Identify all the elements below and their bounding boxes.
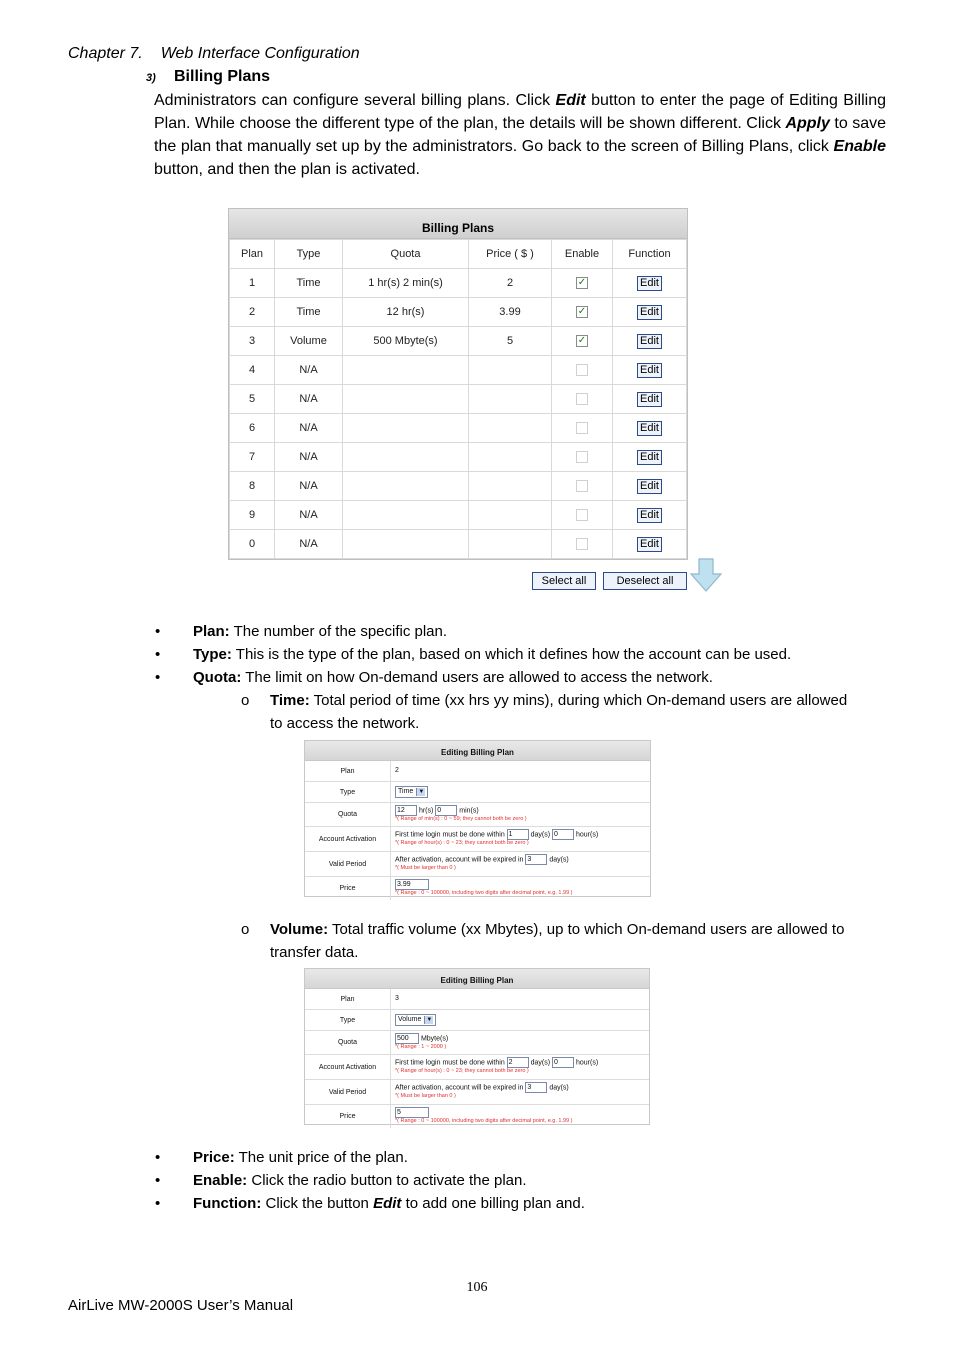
form-title: Editing Billing Plan xyxy=(305,741,650,761)
footer-manual-title: AirLive MW-2000S User’s Manual xyxy=(68,1297,294,1314)
cell-plan: 5 xyxy=(230,385,275,414)
edit-button[interactable]: Edit xyxy=(637,479,662,494)
list-item: • Type: This is the type of the plan, based on which it defines how the account can be used. xyxy=(155,646,792,663)
valid-period-label: Valid Period xyxy=(305,852,391,876)
editing-billing-plan-time xyxy=(304,740,651,897)
activation-hours-input[interactable]: 0 xyxy=(552,829,574,840)
quota-note: *( Range of min(s) : 0 ~ 59; they cannot both be zero ) xyxy=(395,816,527,822)
chapter-title: Web Interface Configuration xyxy=(160,45,360,62)
edit-button[interactable]: Edit xyxy=(637,537,662,552)
intro-text: to save the plan that manually set up by the administrators. Go back to the screen of Billing Plans, click xyxy=(154,115,887,155)
plan-label: Plan xyxy=(305,761,391,781)
billing-plans-table xyxy=(228,208,688,560)
chevron-down-icon: ▼ xyxy=(416,788,425,796)
valid-period-text: After activation, account will be expired in xyxy=(395,856,524,864)
quota-label: Quota xyxy=(305,803,391,826)
price-input[interactable]: 3.99 xyxy=(395,879,429,890)
cell-price: 3.99 xyxy=(469,298,552,327)
bullet-list-1 xyxy=(155,620,895,690)
sub-bullet-marker: o xyxy=(241,921,250,938)
cell-plan: 7 xyxy=(230,443,275,472)
col-function: Function xyxy=(613,240,687,269)
unit-label: day(s) xyxy=(530,831,551,839)
price-note: *( Range : 0 ~ 100000, including two digits after decimal point, e.g. 1.99 ) xyxy=(395,890,573,896)
cell-function xyxy=(613,356,687,385)
cell-price: 5 xyxy=(469,327,552,356)
cell-plan: 6 xyxy=(230,414,275,443)
section-number: 3) xyxy=(146,72,156,84)
cell-enable xyxy=(552,327,613,356)
unit-label: hour(s) xyxy=(575,831,599,839)
type-label: Type xyxy=(305,1010,391,1030)
list-item: • Enable: Click the radio button to activate the plan. xyxy=(155,1172,527,1189)
cell-enable xyxy=(552,385,613,414)
cell-enable xyxy=(552,530,613,559)
cell-enable xyxy=(552,472,613,501)
quota-hours-input[interactable]: 12 xyxy=(395,805,417,816)
table-row xyxy=(230,501,687,530)
cell-type: Time xyxy=(275,269,343,298)
price-note: *( Range : 0 ~ 100000, including two digits after decimal point, e.g. 1.99 ) xyxy=(395,1118,573,1124)
cell-type: N/A xyxy=(275,472,343,501)
quota-mbytes-input[interactable]: 500 xyxy=(395,1033,419,1044)
definition: to add one billing plan and. xyxy=(401,1195,585,1212)
deselect-all-button[interactable]: Deselect all xyxy=(603,572,687,590)
unit-label: hr(s) xyxy=(418,807,434,815)
cell-price: 2 xyxy=(469,269,552,298)
unit-label: day(s) xyxy=(549,1084,569,1092)
unit-label: min(s) xyxy=(459,807,479,815)
cell-quota xyxy=(343,356,469,385)
definition: The limit on how On-demand users are allowed to access the network. xyxy=(241,669,713,686)
section-title: Billing Plans xyxy=(174,68,271,85)
cell-plan: 8 xyxy=(230,472,275,501)
intro-text: button to enter the page of Editing Billing Plan. While choose the different type of the plan, the details will be shown different. Click xyxy=(154,92,886,132)
cell-price xyxy=(469,472,552,501)
plan-value: 3 xyxy=(395,995,399,1002)
cell-price xyxy=(469,530,552,559)
cell-type: Volume xyxy=(275,327,343,356)
cell-quota xyxy=(343,501,469,530)
cell-quota xyxy=(343,414,469,443)
cell-quota: 12 hr(s) xyxy=(343,298,469,327)
definition: The unit price of the plan. xyxy=(234,1149,408,1166)
cell-function xyxy=(613,385,687,414)
type-select[interactable] xyxy=(395,1014,436,1026)
cell-quota: 500 Mbyte(s) xyxy=(343,327,469,356)
activation-days-input[interactable]: 1 xyxy=(507,829,529,840)
valid-period-label: Valid Period xyxy=(305,1080,391,1104)
cell-enable xyxy=(552,298,613,327)
term: Function: xyxy=(193,1195,262,1212)
unit-label: day(s) xyxy=(549,856,569,864)
col-plan: Plan xyxy=(230,240,275,269)
enable-checkbox[interactable]: ✓ xyxy=(577,277,587,289)
term: Quota: xyxy=(193,669,242,686)
enable-checkbox[interactable]: ✓ xyxy=(577,306,587,318)
definition: transfer data. xyxy=(270,944,359,961)
keyword-edit: Edit xyxy=(555,92,586,109)
type-selected-value: Time xyxy=(398,788,414,795)
cell-type: N/A xyxy=(275,530,343,559)
definition: to access the network. xyxy=(270,715,420,732)
definition: Click the radio button to activate the plan. xyxy=(247,1172,527,1189)
cell-function xyxy=(613,501,687,530)
quota-note: *( Range : 1 ~ 2000 ) xyxy=(395,1044,447,1050)
cell-type: N/A xyxy=(275,443,343,472)
quota-label: Quota xyxy=(305,1031,391,1054)
cell-function xyxy=(613,298,687,327)
cell-plan: 0 xyxy=(230,530,275,559)
edit-button[interactable]: Edit xyxy=(637,508,662,523)
cell-enable xyxy=(552,269,613,298)
bullet-list-2 xyxy=(155,1146,895,1216)
definition: This is the type of the plan, based on which it defines how the account can be used. xyxy=(231,646,792,663)
table-row xyxy=(230,443,687,472)
cell-plan: 3 xyxy=(230,327,275,356)
cell-price xyxy=(469,443,552,472)
definition: Click the button xyxy=(261,1195,374,1212)
plan-label: Plan xyxy=(305,989,391,1009)
table-row xyxy=(230,298,687,327)
cell-enable xyxy=(552,414,613,443)
cell-function xyxy=(613,414,687,443)
section-heading xyxy=(146,68,270,86)
editing-billing-plan-volume xyxy=(304,968,650,1125)
activation-text: First time login must be done within xyxy=(395,831,505,839)
cell-plan: 2 xyxy=(230,298,275,327)
enable-checkbox[interactable] xyxy=(576,364,588,376)
valid-days-input[interactable]: 3 xyxy=(525,1082,547,1093)
valid-period-note: *( Must be larger than 0 ) xyxy=(395,1093,456,1099)
col-quota: Quota xyxy=(343,240,469,269)
chapter-number: Chapter 7. xyxy=(68,45,143,62)
cell-quota xyxy=(343,472,469,501)
keyword-enable: Enable xyxy=(833,138,886,155)
term: Time: xyxy=(270,692,310,709)
cell-quota xyxy=(343,443,469,472)
plan-value: 2 xyxy=(395,767,399,774)
term: Enable: xyxy=(193,1172,248,1189)
unit-label: hour(s) xyxy=(575,1059,599,1067)
enable-checkbox[interactable] xyxy=(576,422,588,434)
price-input[interactable]: 5 xyxy=(395,1107,429,1118)
definition: Total period of time (xx hrs yy mins), during which On-demand users are allowed xyxy=(309,692,848,709)
unit-label: day(s) xyxy=(530,1059,551,1067)
price-label: Price xyxy=(305,1105,391,1128)
term: Volume: xyxy=(270,921,329,938)
sub-bullet-time xyxy=(270,689,890,735)
unit-label: Mbyte(s) xyxy=(420,1035,449,1043)
cell-function xyxy=(613,530,687,559)
term: Plan: xyxy=(193,623,230,640)
cell-type: N/A xyxy=(275,356,343,385)
table-row xyxy=(230,356,687,385)
enable-checkbox[interactable] xyxy=(576,480,588,492)
type-label: Type xyxy=(305,782,391,802)
activation-note: *( Range of hour(s) : 0 ~ 23; they cannot both be zero ) xyxy=(395,1068,529,1074)
cell-plan: 1 xyxy=(230,269,275,298)
cell-price xyxy=(469,414,552,443)
list-item: • Price: The unit price of the plan. xyxy=(155,1149,408,1166)
keyword-apply: Apply xyxy=(785,115,830,132)
cell-quota: 1 hr(s) 2 min(s) xyxy=(343,269,469,298)
definition: Total traffic volume (xx Mbytes), up to which On-demand users are allowed to xyxy=(328,921,845,938)
sub-bullet-marker: o xyxy=(241,692,250,709)
enable-checkbox[interactable]: ✓ xyxy=(577,335,587,347)
enable-checkbox[interactable] xyxy=(576,509,588,521)
cell-enable xyxy=(552,501,613,530)
cell-plan: 9 xyxy=(230,501,275,530)
table-row xyxy=(230,472,687,501)
activation-note: *( Range of hour(s) : 0 ~ 23; they cannot both be zero ) xyxy=(395,840,529,846)
activation-label: Account Activation xyxy=(305,1055,391,1079)
activation-label: Account Activation xyxy=(305,827,391,851)
table-row xyxy=(230,327,687,356)
page-number: 106 xyxy=(466,1280,488,1295)
chevron-down-icon: ▼ xyxy=(424,1016,433,1024)
sub-bullet-volume xyxy=(270,918,890,964)
activation-text: First time login must be done within xyxy=(395,1059,505,1067)
cell-type: N/A xyxy=(275,501,343,530)
cell-price xyxy=(469,385,552,414)
table-row xyxy=(230,269,687,298)
table-row xyxy=(230,530,687,559)
table-row xyxy=(230,414,687,443)
col-type: Type xyxy=(275,240,343,269)
intro-paragraph xyxy=(154,89,886,181)
intro-text: Administrators can configure several billing plans. Click xyxy=(154,92,556,109)
down-arrow-icon xyxy=(690,558,722,592)
select-all-button[interactable]: Select all xyxy=(532,572,596,590)
list-item: • Quota: The limit on how On-demand users are allowed to access the network. xyxy=(155,669,713,686)
valid-period-text: After activation, account will be expired in xyxy=(395,1084,524,1092)
col-enable: Enable xyxy=(552,240,613,269)
cell-function xyxy=(613,269,687,298)
form-title: Editing Billing Plan xyxy=(305,969,649,989)
list-item: • Plan: The number of the specific plan. xyxy=(155,623,448,640)
table-row xyxy=(230,385,687,414)
cell-plan: 4 xyxy=(230,356,275,385)
enable-checkbox[interactable] xyxy=(576,538,588,550)
cell-quota xyxy=(343,530,469,559)
valid-period-note: *( Must be larger than 0 ) xyxy=(395,865,456,871)
valid-days-input[interactable]: 3 xyxy=(525,854,547,865)
cell-function xyxy=(613,327,687,356)
chapter-header xyxy=(68,45,360,63)
cell-function xyxy=(613,443,687,472)
list-item: • Function: Click the button Edit to add one billing plan and. xyxy=(155,1195,585,1212)
edit-button[interactable]: Edit xyxy=(637,276,662,291)
type-select[interactable] xyxy=(395,786,428,798)
cell-enable xyxy=(552,356,613,385)
billing-plans-title: Billing Plans xyxy=(229,209,687,239)
cell-quota xyxy=(343,385,469,414)
type-selected-value: Volume xyxy=(398,1016,422,1023)
cell-type: Time xyxy=(275,298,343,327)
edit-button[interactable]: Edit xyxy=(637,392,662,407)
activation-days-input[interactable]: 2 xyxy=(507,1057,529,1068)
cell-price xyxy=(469,501,552,530)
enable-checkbox[interactable] xyxy=(576,451,588,463)
cell-type: N/A xyxy=(275,414,343,443)
cell-price xyxy=(469,356,552,385)
price-label: Price xyxy=(305,877,391,900)
col-price: Price ( $ ) xyxy=(469,240,552,269)
cell-function xyxy=(613,472,687,501)
edit-button[interactable]: Edit xyxy=(637,450,662,465)
quota-minutes-input[interactable]: 0 xyxy=(435,805,457,816)
edit-button[interactable]: Edit xyxy=(637,421,662,436)
edit-button[interactable]: Edit xyxy=(637,334,662,349)
keyword-edit: Edit xyxy=(373,1195,402,1212)
cell-enable xyxy=(552,443,613,472)
term: Price: xyxy=(193,1149,235,1166)
edit-button[interactable]: Edit xyxy=(637,363,662,378)
definition: The number of the specific plan. xyxy=(229,623,448,640)
term: Type: xyxy=(193,646,232,663)
edit-button[interactable]: Edit xyxy=(637,305,662,320)
intro-text: button, and then the plan is activated. xyxy=(154,161,420,178)
cell-type: N/A xyxy=(275,385,343,414)
activation-hours-input[interactable]: 0 xyxy=(552,1057,574,1068)
enable-checkbox[interactable] xyxy=(576,393,588,405)
